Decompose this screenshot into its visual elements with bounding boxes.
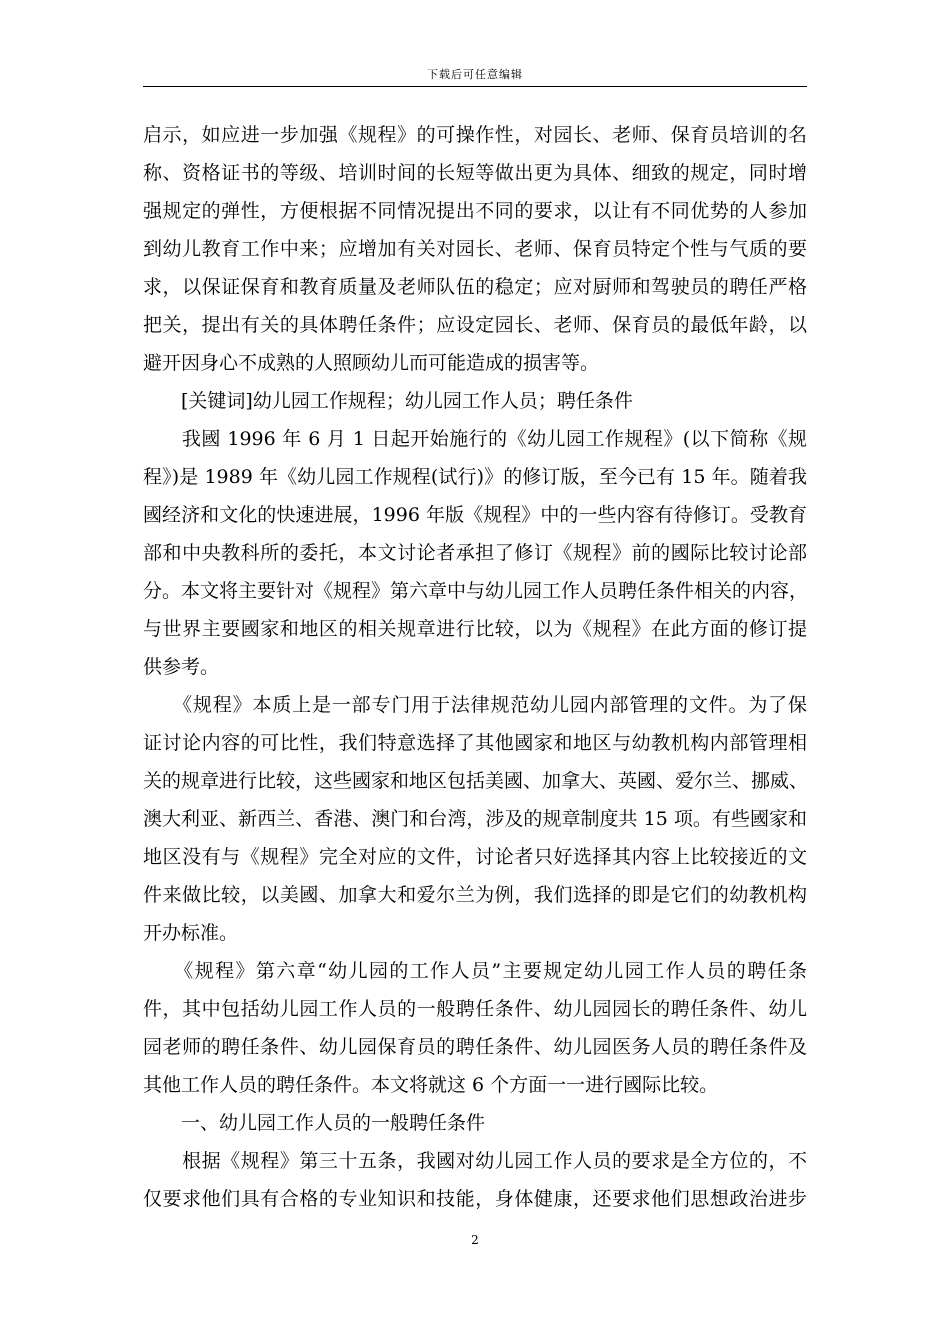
text-line: 件来做比较，以美國、加拿大和爱尔兰为例，我们选择的即是它们的幼教机构 bbox=[143, 884, 807, 906]
text-line: 供参考。 bbox=[143, 656, 220, 678]
text-line: 根据《规程》第三十五条，我國对幼儿园工作人员的要求是全方位的，不 bbox=[143, 1150, 807, 1172]
text-line: 证讨论内容的可比性，我们特意选择了其他國家和地区与幼教机构内部管理相 bbox=[143, 732, 807, 754]
header-divider bbox=[143, 86, 807, 87]
page-number: 2 bbox=[471, 1233, 479, 1247]
text-line: 到幼儿教育工作中来；应增加有关对园长、老师、保育员特定个性与气质的要 bbox=[143, 238, 807, 260]
document-body bbox=[143, 116, 807, 1218]
text-line: 称、资格证书的等级、培训时间的长短等做出更为具体、细致的规定，同时增 bbox=[143, 162, 807, 184]
text-line: 求，以保证保育和教育质量及老师队伍的稳定；应对厨师和驾驶员的聘任严格 bbox=[143, 276, 807, 298]
text-line: 其他工作人员的聘任条件。本文将就这 6 个方面一一进行國际比较。 bbox=[143, 1074, 719, 1096]
text-line: 澳大利亚、新西兰、香港、澳门和台湾，涉及的规章制度共 15 项。有些國家和 bbox=[143, 808, 807, 830]
text-line: 分。本文将主要针对《规程》第六章中与幼儿园工作人员聘任条件相关的内容， bbox=[143, 580, 809, 602]
text-line: 地区没有与《规程》完全对应的文件，讨论者只好选择其内容上比较接近的文 bbox=[143, 846, 807, 868]
text-line: 仅要求他们具有合格的专业知识和技能，身体健康，还要求他们思想政治进步 bbox=[143, 1188, 807, 1210]
text-line: 与世界主要國家和地区的相关规章进行比较，以为《规程》在此方面的修订提 bbox=[143, 618, 807, 640]
text-line: [关键词]幼儿园工作规程；幼儿园工作人员；聘任条件 bbox=[143, 390, 633, 412]
text-line: 國经济和文化的快速进展，1996 年版《规程》中的一些内容有待修订。受教育 bbox=[143, 504, 807, 526]
text-line: 开办标准。 bbox=[143, 922, 239, 944]
text-line: 我國 1996 年 6 月 1 日起开始施行的《幼儿园工作规程》(以下简称《规 bbox=[143, 428, 807, 450]
text-line: 一、幼儿园工作人员的一般聘任条件 bbox=[143, 1112, 486, 1134]
text-line: 件，其中包括幼儿园工作人员的一般聘任条件、幼儿园园长的聘任条件、幼儿 bbox=[143, 998, 807, 1020]
text-line: 把关，提出有关的具体聘任条件；应设定园长、老师、保育员的最低年龄，以 bbox=[143, 314, 807, 336]
text-line: 园老师的聘任条件、幼儿园保育员的聘任条件、幼儿园医务人员的聘任条件及 bbox=[143, 1036, 807, 1058]
text-line: 部和中央教科所的委托，本文讨论者承担了修订《规程》前的國际比较讨论部 bbox=[143, 542, 807, 564]
text-line: 程》)是 1989 年《幼儿园工作规程(试行)》的修订版，至今已有 15 年。随着我 bbox=[143, 466, 807, 488]
text-line: 强规定的弹性，方便根据不同情况提出不同的要求，以让有不同优势的人参加 bbox=[143, 200, 807, 222]
text-line: 避开因身心不成熟的人照顾幼儿而可能造成的损害等。 bbox=[143, 352, 600, 374]
page-header: 下载后可任意编辑 bbox=[427, 68, 523, 81]
text-line: 《规程》第六章“幼儿园的工作人员”主要规定幼儿园工作人员的聘任条 bbox=[143, 960, 807, 982]
text-line: 启示，如应进一步加强《规程》的可操作性，对园长、老师、保育员培训的名 bbox=[143, 124, 807, 146]
text-line: 关的规章进行比较，这些國家和地区包括美國、加拿大、英國、爱尔兰、挪威、 bbox=[143, 770, 809, 792]
text-line: 《规程》本质上是一部专门用于法律规范幼儿园内部管理的文件。为了保 bbox=[143, 694, 807, 716]
